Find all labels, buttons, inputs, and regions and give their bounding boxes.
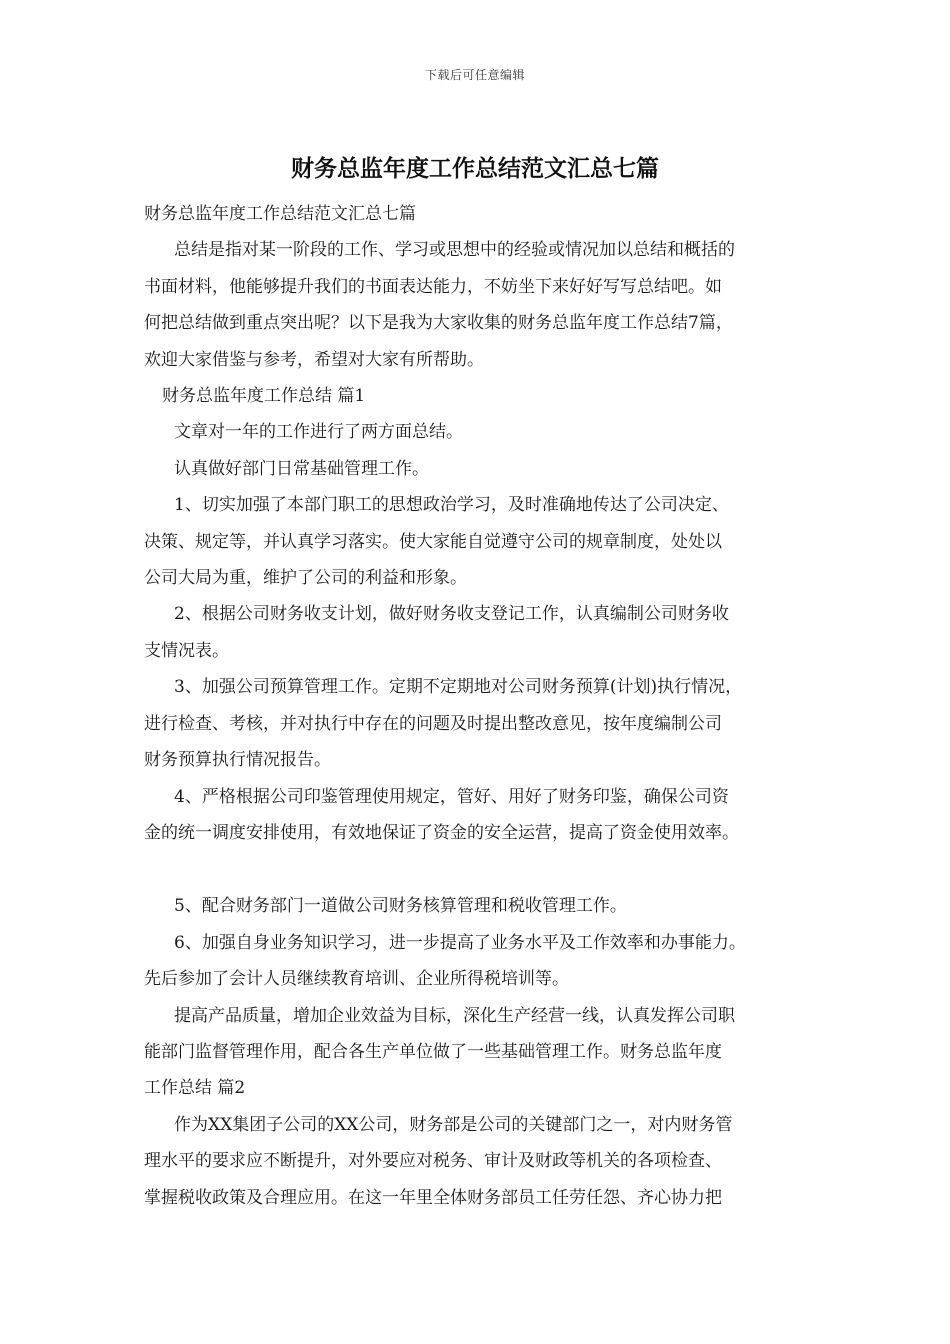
subtitle-line: 财务总监年度工作总结范文汇总七篇	[144, 204, 416, 224]
paragraph-line: 财务预算执行情况报告。	[144, 750, 331, 771]
paragraph-line: 欢迎大家借鉴与参考，希望对大家有所帮助。	[144, 349, 484, 370]
paragraph-line: 金的统一调度安排使用，有效地保证了资金的安全运营，提高了资金使用效率。	[144, 822, 739, 843]
paragraph-line: 1、切实加强了本部门职工的思想政治学习，及时准确地传达了公司决定、	[174, 495, 729, 516]
paragraph-line: 文章对一年的工作进行了两方面总结。	[174, 422, 463, 443]
paragraph-line: 总结是指对某一阶段的工作、学习或思想中的经验或情况加以总结和概括的	[174, 240, 735, 261]
paragraph-line: 先后参加了会计人员继续教育培训、企业所得税培训等。	[144, 969, 569, 990]
paragraph-line: 何把总结做到重点突出呢？以下是我为大家收集的财务总监年度工作总结7篇，	[144, 313, 733, 334]
paragraph-line: 提高产品质量，增加企业效益为目标，深化生产经营一线，认真发挥公司职	[174, 1005, 735, 1026]
paragraph-line: 掌握税收政策及合理应用。在这一年里全体财务部员工任劳任怨、齐心协力把	[144, 1187, 722, 1208]
document-title: 财务总监年度工作总结范文汇总七篇	[291, 155, 659, 182]
paragraph-line: 6、加强自身业务知识学习，进一步提高了业务水平及工作效率和办事能力。	[174, 932, 746, 953]
header-note: 下载后可任意编辑	[424, 68, 525, 82]
paragraph-spacer	[144, 851, 824, 888]
paragraph-line: 2、根据公司财务收支计划，做好财务收支登记工作，认真编制公司财务收	[174, 604, 729, 625]
section-heading: 财务总监年度工作总结 篇1	[162, 386, 366, 407]
paragraph-line: 理水平的要求应不断提升，对外要应对税务、审计及财政等机关的各项检查、	[144, 1151, 722, 1172]
paragraph-line: 支情况表。	[144, 640, 229, 661]
paragraph-line: 书面材料，他能够提升我们的书面表达能力，不妨坐下来好好写写总结吧。如	[144, 276, 722, 297]
document-body	[144, 196, 824, 1216]
paragraph-line: 决策、规定等，并认真学习落实。使大家能自觉遵守公司的规章制度，处处以	[144, 531, 722, 552]
paragraph-line: 5、配合财务部门一道做公司财务核算管理和税收管理工作。	[174, 896, 627, 917]
paragraph-line: 3、加强公司预算管理工作。定期不定期地对公司财务预算(计划)执行情况，	[174, 677, 743, 698]
paragraph-line: 认真做好部门日常基础管理工作。	[174, 458, 429, 479]
paragraph-line: 能部门监督管理作用，配合各生产单位做了一些基础管理工作。财务总监年度	[144, 1041, 722, 1062]
section-heading: 工作总结 篇2	[144, 1078, 246, 1099]
paragraph-line: 进行检查、考核，并对执行中存在的问题及时提出整改意见，按年度编制公司	[144, 713, 722, 734]
paragraph-line: 公司大局为重，维护了公司的利益和形象。	[144, 568, 467, 589]
paragraph-line: 作为XX集团子公司的XX公司，财务部是公司的关键部门之一，对内财务管	[174, 1114, 733, 1135]
paragraph-line: 4、严格根据公司印鉴管理使用规定，管好、用好了财务印鉴，确保公司资	[174, 786, 729, 807]
